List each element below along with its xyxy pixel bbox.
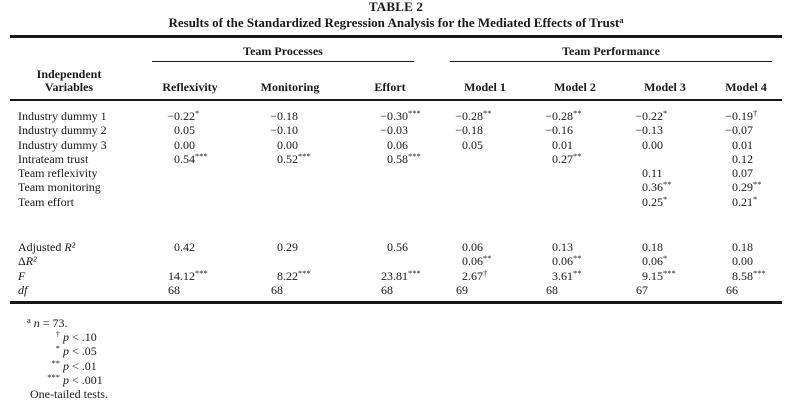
value-cell: 0.06 bbox=[462, 240, 483, 255]
row-label: df bbox=[10, 283, 140, 303]
value-cell bbox=[530, 195, 620, 209]
value-cell bbox=[340, 254, 440, 268]
value-cell: 68 bbox=[530, 283, 620, 303]
row-label: Industry dummy 3 bbox=[18, 137, 107, 152]
value-cell: −0.03 bbox=[380, 123, 408, 138]
table-subtitle bbox=[0, 16, 792, 30]
table-row bbox=[10, 269, 782, 283]
value-cell: 0.05 bbox=[462, 137, 483, 152]
value-cell: −0.18 bbox=[270, 109, 298, 123]
value-cell: 0.00 bbox=[174, 137, 195, 152]
value-cell bbox=[140, 254, 240, 268]
value-cell: −0.16 bbox=[545, 123, 573, 138]
value-cell: −0.28** bbox=[455, 108, 492, 123]
value-cell: 0.06* bbox=[642, 253, 668, 269]
table-row bbox=[10, 100, 782, 123]
value-cell bbox=[440, 195, 530, 209]
value-cell: 0.13 bbox=[552, 240, 573, 255]
table-row bbox=[10, 166, 782, 180]
value-cell: 67 bbox=[620, 283, 710, 303]
table-number-title: TABLE 2 bbox=[368, 0, 424, 14]
value-cell bbox=[440, 180, 530, 194]
value-cell: −0.19† bbox=[725, 108, 758, 123]
value-cell: −0.10 bbox=[270, 123, 298, 138]
value-cell bbox=[440, 152, 530, 166]
row-label: Team effort bbox=[18, 194, 74, 209]
value-cell bbox=[530, 166, 620, 180]
value-cell bbox=[140, 195, 240, 209]
value-cell bbox=[530, 180, 620, 194]
value-cell: −0.18 bbox=[455, 123, 483, 138]
footnote-significance-level: *** p < .001 bbox=[47, 371, 103, 387]
value-cell: 0.00 bbox=[642, 137, 663, 152]
stub-line-2: Variables bbox=[44, 80, 94, 94]
subtitle-note-marker: a bbox=[619, 15, 624, 25]
column-header-effort: Effort bbox=[340, 62, 440, 100]
row-label: Team reflexivity bbox=[18, 166, 98, 181]
table-row bbox=[10, 195, 782, 209]
value-cell: 0.07 bbox=[732, 166, 753, 181]
column-header-reflexivity: Reflexivity bbox=[140, 62, 240, 100]
footnote-significance-level: ** p < .01 bbox=[51, 357, 97, 373]
column-header-row bbox=[10, 62, 782, 100]
table-row bbox=[10, 138, 782, 152]
value-cell: 0.52*** bbox=[277, 150, 311, 166]
table-row bbox=[10, 209, 782, 254]
value-cell: −0.22* bbox=[167, 108, 200, 123]
footnote-significance-level: * p < .05 bbox=[55, 343, 97, 359]
footnote-sample-size: $^a$ n = 73. bbox=[27, 315, 68, 330]
value-cell: 0.18 bbox=[642, 240, 663, 255]
value-cell bbox=[240, 180, 340, 194]
row-label: F bbox=[18, 268, 26, 283]
table-row bbox=[10, 152, 782, 166]
value-cell: 0.29 bbox=[277, 240, 298, 255]
value-cell bbox=[140, 166, 240, 180]
value-cell: 0.27** bbox=[552, 150, 582, 166]
value-cell bbox=[140, 180, 240, 194]
value-cell: 0.21* bbox=[732, 193, 758, 209]
table-row bbox=[10, 283, 782, 303]
footnote-tails: One-tailed tests. bbox=[30, 387, 108, 402]
table-row bbox=[10, 180, 782, 194]
value-cell: 9.15*** bbox=[642, 267, 676, 283]
row-label: ΔR² bbox=[18, 254, 37, 269]
value-cell: 0.25* bbox=[642, 193, 668, 209]
stub-spacer bbox=[10, 37, 140, 63]
footnote-significance-level: † p < .10 bbox=[55, 329, 97, 345]
value-cell: 0.58*** bbox=[387, 150, 421, 166]
column-header-model-3: Model 3 bbox=[620, 62, 710, 100]
value-cell: 8.58*** bbox=[732, 267, 766, 283]
value-cell: −0.22* bbox=[635, 108, 668, 123]
value-cell: 0.29** bbox=[732, 179, 762, 195]
regression-table bbox=[10, 35, 782, 304]
value-cell: 3.61** bbox=[552, 267, 582, 283]
value-cell: 0.42 bbox=[174, 240, 195, 255]
stub-line-1: Independent bbox=[36, 67, 102, 81]
row-label: Industry dummy 2 bbox=[18, 123, 107, 138]
model-stats-body bbox=[10, 209, 782, 303]
value-cell: 69 bbox=[440, 283, 530, 303]
value-cell: 0.00 bbox=[277, 137, 298, 152]
stub-header bbox=[10, 62, 140, 100]
table-row bbox=[10, 254, 782, 268]
value-cell: 68 bbox=[340, 283, 440, 303]
value-cell: 0.05 bbox=[174, 123, 195, 138]
group-header-row bbox=[10, 37, 782, 63]
value-cell: 2.67† bbox=[462, 267, 488, 283]
value-cell bbox=[620, 152, 710, 166]
value-cell: 0.36** bbox=[642, 179, 672, 195]
table-row bbox=[10, 123, 782, 137]
value-cell: 0.11 bbox=[642, 166, 663, 181]
row-label: Intrateam trust bbox=[18, 151, 89, 166]
value-cell: 0.18 bbox=[732, 240, 753, 255]
value-cell: 68 bbox=[140, 283, 240, 303]
table-subtitle-text: Results of the Standardized Regression Analysis for the Mediated Effects of Trust bbox=[168, 15, 620, 30]
value-cell bbox=[240, 254, 340, 268]
value-cell bbox=[340, 180, 440, 194]
value-cell bbox=[240, 166, 340, 180]
group-label-team-performance: Team Performance bbox=[450, 38, 772, 62]
value-cell: −0.30*** bbox=[380, 108, 421, 123]
value-cell: 0.12 bbox=[732, 151, 753, 166]
value-cell: 0.56 bbox=[387, 240, 408, 255]
value-cell: 0.54*** bbox=[174, 150, 208, 166]
footnotes bbox=[22, 316, 108, 401]
coefficients-body bbox=[10, 100, 782, 209]
value-cell: 14.12*** bbox=[168, 267, 208, 283]
group-label-team-processes: Team Processes bbox=[152, 38, 414, 62]
value-cell: 0.01 bbox=[552, 137, 573, 152]
value-cell bbox=[340, 166, 440, 180]
value-cell bbox=[440, 166, 530, 180]
table-header bbox=[10, 37, 782, 101]
value-cell: 0.00 bbox=[732, 254, 753, 269]
row-label: Industry dummy 1 bbox=[18, 109, 107, 123]
value-cell: 0.06 bbox=[387, 137, 408, 152]
value-cell: 8.22*** bbox=[277, 267, 311, 283]
column-header-model-4: Model 4 bbox=[710, 62, 782, 100]
value-cell: −0.07 bbox=[725, 123, 753, 138]
row-label: Team monitoring bbox=[18, 180, 101, 195]
value-cell: −0.28** bbox=[545, 108, 582, 123]
value-cell: 0.01 bbox=[732, 137, 753, 152]
column-header-model-1: Model 1 bbox=[440, 62, 530, 100]
value-cell: 23.81*** bbox=[381, 267, 421, 283]
value-cell: −0.13 bbox=[635, 123, 663, 138]
group-team-performance bbox=[440, 37, 782, 63]
value-cell: 66 bbox=[710, 283, 782, 303]
group-team-processes bbox=[140, 37, 440, 63]
value-cell: 0.06** bbox=[552, 253, 582, 269]
value-cell: 0.06** bbox=[462, 253, 492, 269]
value-cell: 68 bbox=[240, 283, 340, 303]
row-label: Adjusted R² bbox=[18, 240, 76, 255]
column-header-model-2: Model 2 bbox=[530, 62, 620, 100]
column-header-monitoring: Monitoring bbox=[240, 62, 340, 100]
value-cell bbox=[240, 195, 340, 209]
value-cell bbox=[340, 195, 440, 209]
